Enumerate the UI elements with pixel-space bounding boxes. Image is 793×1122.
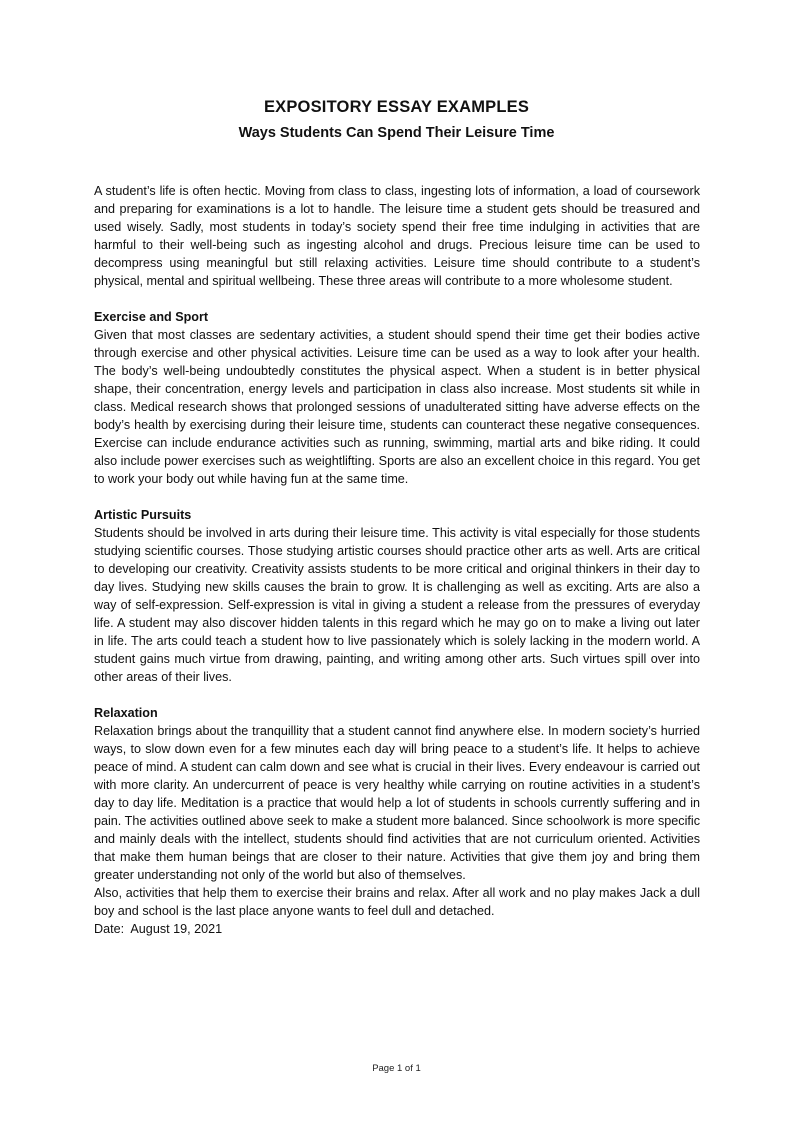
section-paragraph: Given that most classes are sedentary activities, a student should spend their time get their bodies active through exercise and other physical activities. Leisure time can be used as a way to look after your health. The body’s well-being undoubtedly constitutes the physical aspect. When a student is in better physical shape, their concentration, energy levels and participation in class also increase. Most students sit while in class. Medical research shows that prolonged sessions of unadulterated sitting have adverse effects on the body’s health by exercising during their leisure time, students can counteract these negative consequences. Exercise can include endurance activities such as running, swimming, martial arts and bike riding. It could also include power exercises such as weightlifting. Sports are also an excellent choice in this regard. You get to work your body out while having fun at the same time. <box>94 328 700 486</box>
section-relaxation <box>94 704 700 920</box>
date-line <box>94 920 700 938</box>
date-label: Date: <box>94 922 131 936</box>
section-paragraph: Students should be involved in arts during their leisure time. This activity is vital especially for those students studying scientific courses. Those studying artistic courses should practice other arts as well. Arts are critical to developing our creativity. Creativity assists students to be more critical and original thinkers in their day to day lives. Studying new skills causes the brain to grow. It is challenging as well as exciting. Arts are also a way of self-expression. Self-expression is vital in giving a student a release from the pressures of everyday life. A student may also discover hidden talents in this regard which he may go on to make a living out later in life. The arts could teach a student how to live passionately which is solely lacking in the modern world. A student gains much virtue from drawing, painting, and writing among other arts. Such virtues spill over into other areas of their lives. <box>94 526 700 684</box>
section-artistic-pursuits <box>94 506 700 686</box>
section-heading: Exercise and Sport <box>94 310 209 324</box>
date-value: August 19, 2021 <box>130 922 223 936</box>
section-paragraph: Also, activities that help them to exercise their brains and relax. After all work and no play makes Jack a dull boy and school is the last place anyone wants to feel dull and detached. <box>94 886 700 918</box>
section-exercise-and-sport <box>94 308 700 488</box>
document-body <box>94 182 700 938</box>
section-heading: Relaxation <box>94 706 158 720</box>
intro-paragraph: A student’s life is often hectic. Moving from class to class, ingesting lots of information, a load of coursework and preparing for examinations is a lot to handle. The leisure time a student gets should be treasured and used wisely. Sadly, most students in today’s society spend their free time indulging in activities that are harmful to their well-being such as ingesting alcohol and drugs. Precious leisure time can be used to decompress using meaningful but still relaxing activities. Leisure time should contribute to a student’s physical, mental and spiritual wellbeing. These three areas will contribute to a more wholesome student. <box>94 184 700 288</box>
section-paragraph: Relaxation brings about the tranquillity that a student cannot find anywhere else. In modern society’s hurried ways, to slow down even for a few minutes each day will bring peace to a student’s life. It helps to achieve peace of mind. A student can calm down and see what is crucial in their lives. Every endeavour is carried out with more clarity. An undercurrent of peace is very healthy while carrying on routine activities in a student’s day to day life. Meditation is a practice that would help a lot of students in schools currently suffering and in pain. The activities outlined above seek to make a student more balanced. Since schoolwork is more specific and mainly deals with the intellect, students should find activities that are not curriculum oriented. Activities that make them human beings that are closer to their nature. Activities that give them joy and bring them greater understanding not only of the world but also of themselves. <box>94 724 700 882</box>
page-number-footer: Page 1 of 1 <box>372 1063 421 1074</box>
document-title: EXPOSITORY ESSAY EXAMPLES <box>263 98 530 116</box>
document-subtitle: Ways Students Can Spend Their Leisure Time <box>238 125 555 141</box>
section-heading: Artistic Pursuits <box>94 508 192 522</box>
